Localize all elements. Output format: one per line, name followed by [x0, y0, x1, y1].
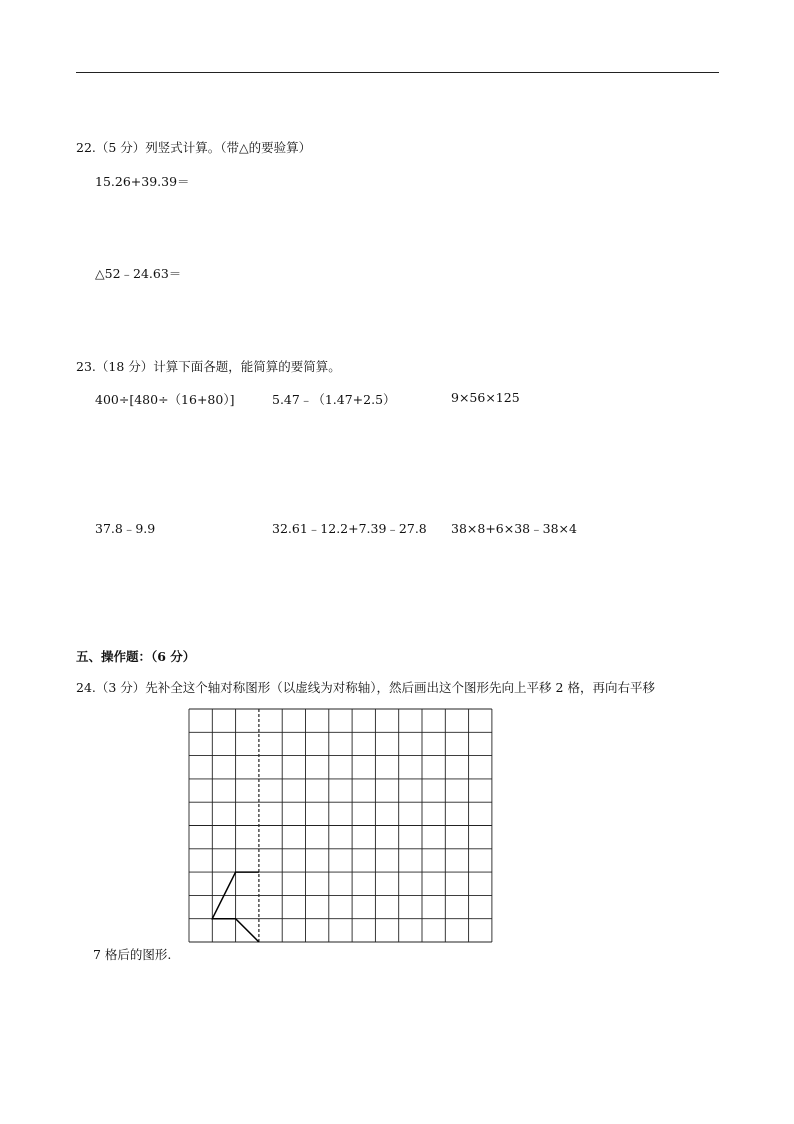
- q22-header: 22.（5 分）列竖式计算。（带△的要验算）: [76, 140, 312, 155]
- q24-tail: 7 格后的图形.: [93, 947, 172, 962]
- q23-expr-2: 5.47﹣（1.47+2.5）: [272, 392, 396, 407]
- q23-expr-5: 32.61﹣12.2+7.39﹣27.8: [272, 521, 427, 536]
- symmetry-grid: [188, 708, 494, 959]
- q22-item-1: 15.26+39.39＝: [95, 174, 190, 189]
- q23-expr-6: 38×8+6×38﹣38×4: [451, 521, 577, 536]
- q23-header: 23.（18 分）计算下面各题，能简算的要简算。: [76, 359, 341, 374]
- q23-expr-1: 400÷[480÷（16+80）]: [95, 392, 235, 407]
- q24-header: 24.（3 分）先补全这个轴对称图形（以虚线为对称轴），然后画出这个图形先向上平移 2 格，再向右平移: [76, 680, 655, 695]
- q22-item-2: △52﹣24.63＝: [95, 266, 182, 281]
- q23-expr-3: 9×56×125: [451, 390, 520, 405]
- q23-expr-4: 37.8﹣9.9: [95, 521, 156, 536]
- header-rule: [76, 72, 719, 73]
- section-5-title: 五、操作题：（6 分）: [76, 649, 196, 664]
